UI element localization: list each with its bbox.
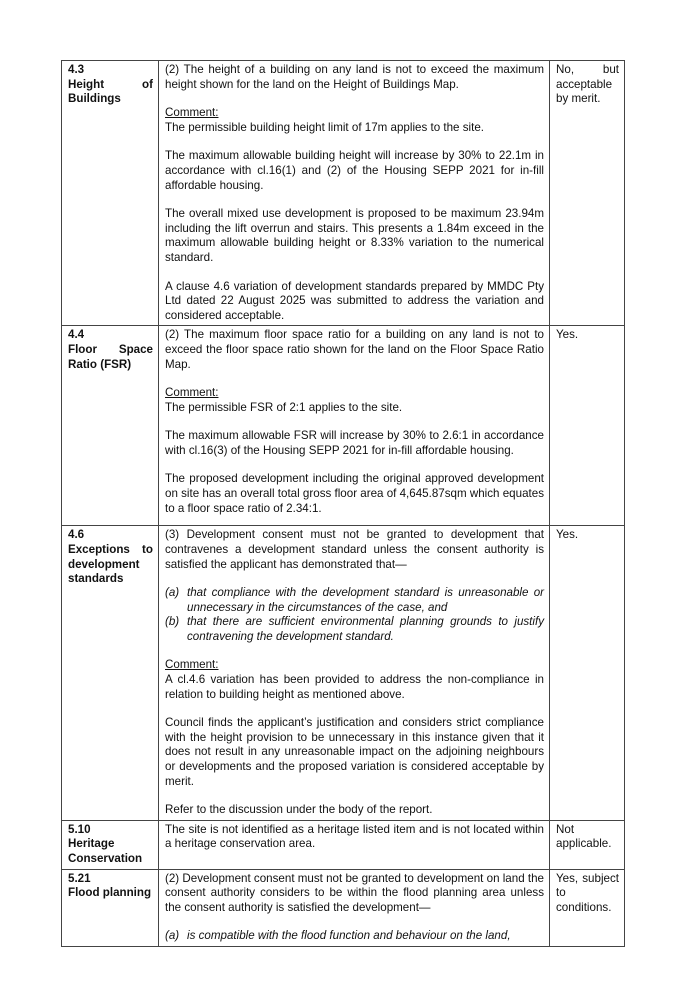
list-item [165,929,544,944]
clause-title: Height of Buildings [68,77,153,106]
requirement-text: (2) The height of a building on any land is not to exceed the maximum height shown for the land on the Height of Buildings Map. [165,63,544,91]
item-text: that there are sufficient environmental planning grounds to justify contravening the development standard. [187,615,544,643]
comment-text: The proposed development including the original approved development on site has an overall total gross floor area of 4,645.87sqm which equates to a floor space ratio of 2.34:1. [165,472,544,515]
item-label: (a) [165,929,180,943]
comment-text: The permissible building height limit of 17m applies to the site. [165,120,484,134]
requirement-cell [159,526,550,821]
clause-cell [62,526,159,821]
table-row [62,869,625,946]
comment-text: The overall mixed use development is proposed to be maximum 23.94m including the lift overrun and stairs. This presents a 1.84m exceed in the maximum allowable building height or 8.33% variation to the numerical standard. [165,207,544,264]
comment-text: The maximum allowable FSR will increase by 30% to 2.6:1 in accordance with cl.16(3) of the Housing SEPP 2021 for in-fill affordable housing. [165,429,544,457]
requirement-list [165,929,544,944]
clause-number: 4.6 [68,528,85,542]
comment-label: Comment: [165,386,219,400]
compliance-result: Yes. [550,526,625,821]
clause-cell [62,869,159,946]
requirement-cell [159,869,550,946]
requirement-list [165,586,544,644]
item-text: that compliance with the development standard is unreasonable or unnecessary in the circumstances of the case, and [187,586,544,614]
table-row [62,820,625,869]
clause-number: 4.4 [68,328,85,342]
comment-label: Comment: [165,658,219,672]
table-row [62,326,625,526]
requirement-text: (2) The maximum floor space ratio for a building on any land is not to exceed the floor space ratio shown for the land on the Floor Space Ratio Map. [165,328,544,371]
list-item [165,586,544,615]
compliance-result: Yes, subject to conditions. [550,869,625,946]
clause-cell [62,61,159,326]
requirement-cell [159,326,550,526]
item-label: (a) [165,586,180,600]
clause-cell [62,326,159,526]
comment-text: Refer to the discussion under the body of the report. [165,803,433,817]
clause-cell [62,820,159,869]
clause-title: Flood planning [68,886,152,900]
clause-number: 5.21 [68,871,91,885]
clause-title: Heritage Conservation [68,837,143,865]
comment-text: The permissible FSR of 2:1 applies to the site. [165,400,403,414]
table-row [62,526,625,821]
comment-text: The maximum allowable building height will increase by 30% to 22.1m in accordance with cl.16(1) and (2) of the Housing SEPP 2021 for in-fill affordable housing. [165,149,544,192]
requirement-cell [159,820,550,869]
requirement-text: (3) Development consent must not be granted to development that contravenes a development standard unless the consent authority is satisfied the applicant has demonstrated that— [165,528,544,571]
comment-label: Comment: [165,106,219,120]
planning-compliance-table [61,60,625,947]
clause-title: Floor Space Ratio (FSR) [68,342,153,371]
compliance-result: Yes. [550,326,625,526]
list-item [165,615,544,644]
comment-text: A clause 4.6 variation of development standards prepared by MMDC Pty Ltd dated 22 August 2025 was submitted to address the variation and considered acceptable. [165,279,544,322]
requirement-text: The site is not identified as a heritage listed item and is not located within a heritage conservation area. [165,822,544,851]
compliance-result: Not applicable. [550,820,625,869]
comment-text: Council finds the applicant’s justification and considers strict compliance with the height provision to be unnecessary in this instance given that it does not result in any unreasonable impact on the adjoining neighbours or developments and the proposed variation is considered acceptable by merit. [165,716,544,788]
clause-number: 5.10 [68,822,91,836]
comment-text: A cl.4.6 variation has been provided to address the non-compliance in relation to building height as mentioned above. [165,673,544,701]
item-label: (b) [165,615,180,629]
requirement-text: (2) Development consent must not be granted to development on land the consent authority considers to be within the flood planning area unless the consent authority is satisfied the development— [165,871,544,914]
table-row [62,61,625,326]
compliance-result: No, but acceptable by merit. [550,61,625,326]
requirement-cell [159,61,550,326]
clause-title: Exceptions to development standards [68,542,153,586]
clause-number: 4.3 [68,63,85,76]
item-text: is compatible with the flood function and behaviour on the land, [187,929,511,943]
